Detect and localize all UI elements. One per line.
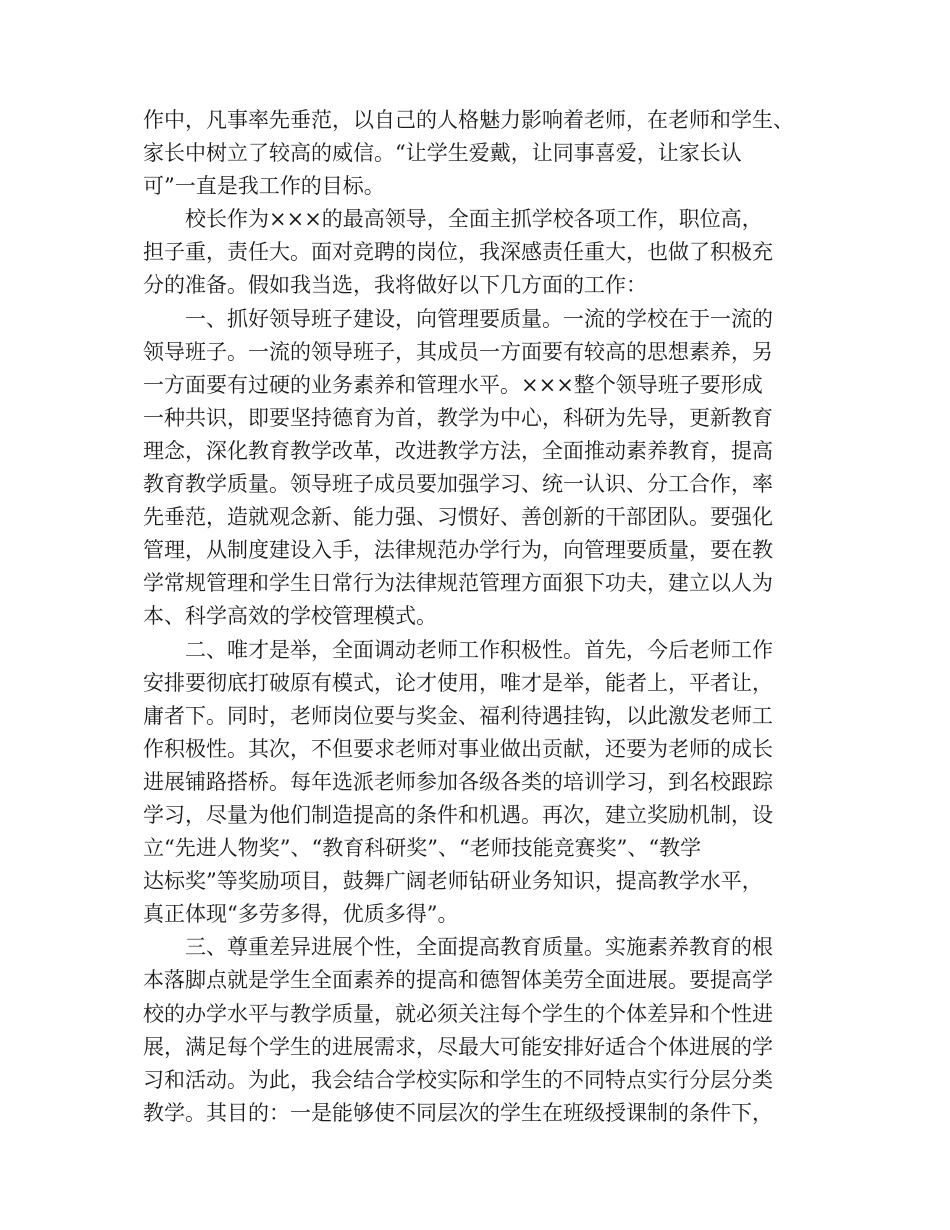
text-line: 先垂范，造就观念新、能力强、习惯好、善创新的干部团队。要强化 <box>143 505 773 530</box>
text-line: 达标奖”等奖励项目，鼓舞广阔老师钻研业务知识，提高教学水平， <box>143 869 763 894</box>
text-line: 庸者下。同时，老师岗位要与奖金、福利待遇挂钩，以此激发老师工 <box>143 703 773 728</box>
text-line: 领导班子。一流的领导班子，其成员一方面要有较高的思想素养，另 <box>143 339 773 364</box>
text-line: 管理，从制度建设入手，法律规范办学行为，向管理要质量，要在教 <box>143 538 773 563</box>
text-line: 展，满足每个学生的进展需求，尽最大可能安排好适合个体进展的学 <box>143 1034 773 1059</box>
text-line: 教学。其目的：一是能够使不同层次的学生在班级授课制的条件下， <box>143 1100 773 1125</box>
paragraph-first-line: 三、尊重差异进展个性，全面提高教育质量。实施素养教育的根 <box>185 935 773 960</box>
text-line: 作积极性。其次，不但要求老师对事业做出贡献，还要为老师的成长 <box>143 736 773 761</box>
paragraph-first-line: 校长作为×××的最高领导，全面主抓学校各项工作，职位高， <box>185 207 763 232</box>
text-line: 担子重，责任大。面对竞聘的岗位，我深感责任重大，也做了积极充 <box>143 240 773 265</box>
paragraph-first-line: 二、唯才是举，全面调动老师工作积极性。首先，今后老师工作 <box>185 637 773 662</box>
text-line: 一方面要有过硬的业务素养和管理水平。×××整个领导班子要形成 <box>143 372 763 397</box>
text-line: 一种共识，即要坚持德育为首，教学为中心，科研为先导，更新教育 <box>143 405 773 430</box>
text-line: 学常规管理和学生日常行为法律规范管理方面狠下功夫，建立以人为 <box>143 571 773 596</box>
text-line: 学习，尽量为他们制造提高的条件和机遇。再次，建立奖励机制，设 <box>143 802 773 827</box>
text-line: 校的办学水平与教学质量，就必须关注每个学生的个体差异和个性进 <box>143 1001 773 1026</box>
text-line: 真正体现“多劳多得，优质多得”。 <box>143 902 459 927</box>
text-line: 可”一直是我工作的目标。 <box>143 174 385 199</box>
text-line: 理念，深化教育教学改革，改进教学方法，全面推动素养教育，提高 <box>143 438 773 463</box>
text-line: 进展铺路搭桥。每年选派老师参加各级各类的培训学习，到名校跟踪 <box>143 769 773 794</box>
text-line: 习和活动。为此，我会结合学校实际和学生的不同特点实行分层分类 <box>143 1067 773 1092</box>
text-line: 安排要彻底打破原有模式，论才使用，唯才是举，能者上，平者让， <box>143 670 773 695</box>
document-body-text <box>143 104 803 1130</box>
paragraph-first-line: 一、抓好领导班子建设，向管理要质量。一流的学校在于一流的 <box>185 306 773 331</box>
text-line: 本落脚点就是学生全面素养的提高和德智体美劳全面进展。要提高学 <box>143 968 773 993</box>
text-line: 立“先进人物奖”、“教育科研奖”、“老师技能竞赛奖”、“教学 <box>143 836 702 861</box>
text-line: 分的准备。假如我当选，我将做好以下几方面的工作： <box>143 273 647 298</box>
text-line: 本、科学高效的学校管理模式。 <box>143 604 437 629</box>
text-line: 作中，凡事率先垂范，以自己的人格魅力影响着老师，在老师和学生、 <box>143 108 794 132</box>
text-line: 家长中树立了较高的威信。“让学生爱戴，让同事喜爱，让家长认 <box>143 141 742 166</box>
text-line: 教育教学质量。领导班子成员要加强学习、统一认识、分工合作，率 <box>143 472 773 497</box>
